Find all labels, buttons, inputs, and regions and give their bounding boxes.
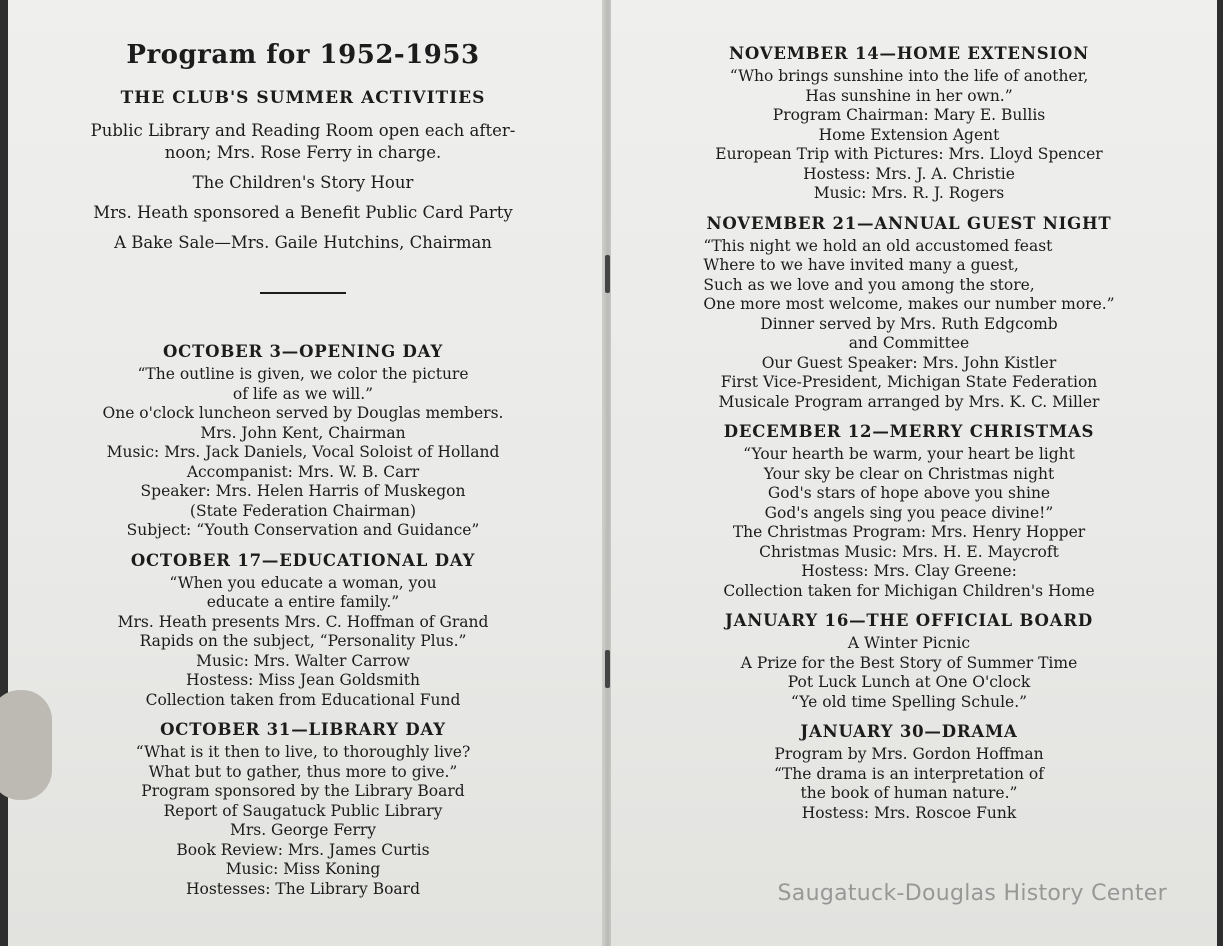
staple bbox=[605, 255, 610, 293]
section-line: educate a entire family.” bbox=[206, 593, 400, 611]
section-line: Hostess: Mrs. Clay Greene: bbox=[801, 562, 1017, 580]
section-heading: DECEMBER 12—MERRY CHRISTMAS bbox=[723, 422, 1095, 441]
section-line: the book of human nature.” bbox=[800, 784, 1018, 802]
divider bbox=[260, 292, 346, 294]
program-section bbox=[641, 44, 1177, 204]
section-line: Mrs. Heath presents Mrs. C. Hoffman of Grand bbox=[117, 612, 489, 631]
section-line: Rapids on the subject, “Personality Plus.” bbox=[139, 632, 467, 650]
section-line: Collection taken for Michigan Children's Home bbox=[723, 581, 1095, 600]
section-line: “When you educate a woman, you bbox=[169, 573, 437, 592]
section-line: of life as we will.” bbox=[232, 384, 374, 403]
section-heading: JANUARY 16—THE OFFICIAL BOARD bbox=[725, 611, 1093, 630]
section-line: Book Review: Mrs. James Curtis bbox=[176, 840, 430, 859]
section-line: “Who brings sunshine into the life of another, bbox=[729, 67, 1089, 85]
section-line: God's stars of hope above you shine bbox=[767, 484, 1051, 502]
right-page bbox=[611, 0, 1217, 946]
section-line: A Winter Picnic bbox=[847, 634, 971, 652]
summer-line: Mrs. Heath sponsored a Benefit Public Card Party bbox=[93, 203, 513, 222]
section-heading: OCTOBER 31—LIBRARY DAY bbox=[160, 720, 446, 739]
section-line: Has sunshine in her own.” bbox=[805, 86, 1013, 105]
page-title: Program for 1952-1953 bbox=[126, 40, 480, 70]
program-section bbox=[641, 611, 1177, 712]
section-line: One more most welcome, makes our number more.” bbox=[703, 295, 1115, 313]
section-line: Hostess: Miss Jean Goldsmith bbox=[186, 671, 420, 689]
summer-line: The Children's Story Hour bbox=[192, 173, 414, 192]
watermark: Saugatuck-Douglas History Center bbox=[777, 881, 1167, 906]
thumb bbox=[0, 690, 52, 800]
section-line: Dinner served by Mrs. Ruth Edgcomb bbox=[760, 314, 1058, 333]
section-line: Report of Saugatuck Public Library bbox=[163, 801, 443, 820]
section-line: God's angels sing you peace divine!” bbox=[764, 503, 1054, 522]
section-line: Your sky be clear on Christmas night bbox=[763, 464, 1055, 483]
section-line: European Trip with Pictures: Mrs. Lloyd Spencer bbox=[715, 145, 1103, 163]
section-line: A Prize for the Best Story of Summer Time bbox=[740, 653, 1078, 672]
section-line: “This night we hold an old accustomed feast bbox=[703, 236, 1053, 255]
section-heading: NOVEMBER 14—HOME EXTENSION bbox=[728, 44, 1089, 63]
section-line: Collection taken from Educational Fund bbox=[145, 690, 461, 709]
left-page bbox=[8, 0, 604, 946]
section-line: “The drama is an interpretation of bbox=[774, 764, 1044, 783]
section-line: Hostesses: The Library Board bbox=[185, 879, 421, 898]
section-line: Hostess: Mrs. Roscoe Funk bbox=[801, 803, 1017, 822]
section-line: Home Extension Agent bbox=[818, 125, 1000, 144]
section-line: One o'clock luncheon served by Douglas members. bbox=[102, 404, 504, 422]
section-line: Mrs. John Kent, Chairman bbox=[200, 423, 406, 442]
staple bbox=[605, 650, 610, 688]
section-line: Music: Mrs. Jack Daniels, Vocal Soloist of Holland bbox=[106, 443, 500, 461]
summer-line: A Bake Sale—Mrs. Gaile Hutchins, Chairman bbox=[114, 233, 492, 252]
section-line: “What is it then to live, to thoroughly live? bbox=[135, 743, 471, 761]
summer-line: Public Library and Reading Room open each after- bbox=[90, 121, 516, 140]
program-section bbox=[641, 722, 1177, 823]
section-heading: NOVEMBER 21—ANNUAL GUEST NIGHT bbox=[706, 213, 1112, 233]
section-heading: JANUARY 30—DRAMA bbox=[800, 722, 1018, 741]
section-line: First Vice-President, Michigan State Federation bbox=[720, 373, 1098, 391]
section-line: (State Federation Chairman) bbox=[189, 501, 417, 520]
program-section bbox=[641, 214, 1177, 413]
section-line: Such as we love and you among the store, bbox=[703, 275, 1035, 294]
section-line: Where to we have invited many a guest, bbox=[703, 256, 1019, 274]
summer-line: noon; Mrs. Rose Ferry in charge. bbox=[164, 143, 442, 162]
section-line: “The outline is given, we color the picture bbox=[137, 365, 469, 383]
section-line: Mrs. George Ferry bbox=[229, 821, 377, 839]
poem-block bbox=[703, 237, 1114, 315]
section-line: “Ye old time Spelling Schule.” bbox=[790, 692, 1028, 711]
section-heading: OCTOBER 17—EDUCATIONAL DAY bbox=[130, 550, 476, 570]
section-line: Musicale Program arranged by Mrs. K. C. Miller bbox=[718, 392, 1100, 411]
section-line: The Christmas Program: Mrs. Henry Hopper bbox=[732, 523, 1086, 541]
program-section bbox=[30, 342, 576, 541]
section-line: Program Chairman: Mary E. Bullis bbox=[772, 106, 1046, 124]
section-line: Program sponsored by the Library Board bbox=[141, 782, 465, 800]
program-section bbox=[641, 422, 1177, 601]
section-line: Program by Mrs. Gordon Hoffman bbox=[774, 745, 1044, 763]
section-line: and Committee bbox=[848, 334, 970, 352]
section-line: Our Guest Speaker: Mrs. John Kistler bbox=[761, 353, 1057, 372]
section-line: What but to gather, thus more to give.” bbox=[148, 762, 458, 781]
section-line: Music: Mrs. R. J. Rogers bbox=[813, 184, 1005, 202]
section-line: Music: Miss Koning bbox=[225, 860, 381, 878]
program-section bbox=[30, 720, 576, 899]
section-line: Speaker: Mrs. Helen Harris of Muskegon bbox=[140, 482, 466, 500]
section-line: Music: Mrs. Walter Carrow bbox=[196, 651, 410, 670]
section-heading: OCTOBER 3—OPENING DAY bbox=[162, 342, 444, 361]
section-line: Hostess: Mrs. J. A. Christie bbox=[803, 164, 1015, 183]
section-line: Accompanist: Mrs. W. B. Carr bbox=[186, 462, 420, 481]
program-section bbox=[30, 551, 576, 711]
section-line: Christmas Music: Mrs. H. E. Maycroft bbox=[759, 542, 1059, 561]
section-line: Pot Luck Lunch at One O'clock bbox=[787, 673, 1031, 691]
section-line: “Your hearth be warm, your heart be light bbox=[743, 445, 1075, 463]
summer-activities-heading: THE CLUB'S SUMMER ACTIVITIES bbox=[120, 88, 486, 108]
summer-activities bbox=[30, 120, 576, 254]
section-line: Subject: “Youth Conservation and Guidance” bbox=[126, 521, 480, 539]
